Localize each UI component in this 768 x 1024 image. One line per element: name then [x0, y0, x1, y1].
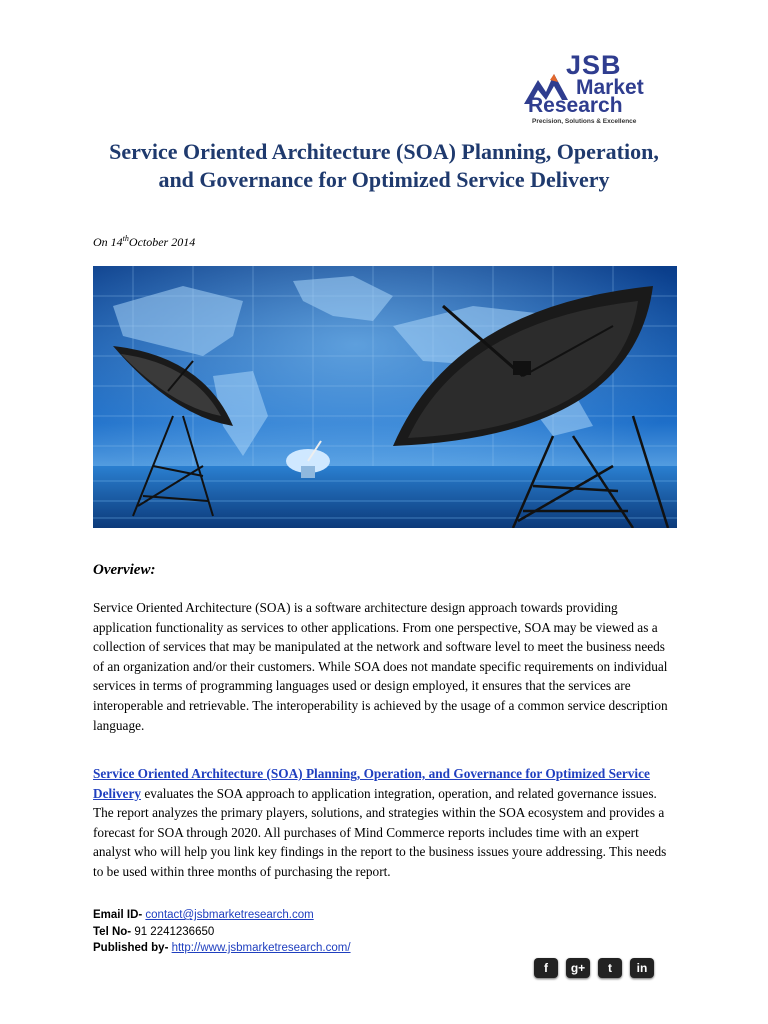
- email-label: Email ID-: [93, 909, 146, 921]
- email-link[interactable]: contact@jsbmarketresearch.com: [145, 909, 314, 921]
- twitter-icon[interactable]: t: [598, 958, 622, 978]
- report-title-link[interactable]: Service Oriented Architecture (SOA) Planning, Operation, and Governance for Optimized Service Delivery: [93, 766, 650, 801]
- contact-info: [93, 907, 351, 957]
- page-title: Service Oriented Architecture (SOA) Planning, Operation, and Governance for Optimized Service Delivery: [109, 139, 659, 192]
- date-suffix-th: th: [122, 234, 129, 243]
- published-label: Published by-: [93, 942, 172, 954]
- date-rest: October 2014: [128, 235, 196, 249]
- date-prefix: On 14: [93, 235, 123, 249]
- tel-row: [93, 924, 351, 941]
- logo-line2: Market: [576, 76, 644, 99]
- publish-date: [93, 234, 195, 250]
- tel-number: 91 2241236650: [134, 925, 215, 938]
- social-icons: [534, 958, 654, 978]
- email-row: [93, 907, 351, 924]
- report-paragraph-text: evaluates the SOA approach to application integration, operation, and related governance issues. The report analyzes the primary players, solutions, and strategies within the SOA ecosystem and provides a forecast for SOA through 2020. All purchases of Mind Commerce reports includes time with an expert analyst who will help you link key findings in the report to the business issues youre addressing. This needs to be used within three months of purchasing the report.: [93, 785, 667, 879]
- logo-line3: Research: [528, 94, 623, 117]
- tel-label: Tel No-: [93, 925, 135, 938]
- logo-tagline: Precision, Solutions & Excellence: [532, 118, 637, 125]
- google-plus-icon[interactable]: g+: [566, 958, 590, 978]
- jsb-logo: [522, 52, 672, 128]
- report-paragraph: [93, 764, 678, 882]
- overview-paragraph: Service Oriented Architecture (SOA) is a software architecture design approach towards providing application functionality as services to other applications. From one perspective, SOA may be viewed as a collection of services that may be manipulated at the network and software level to meet the business needs of an organization and/or their customers. While SOA does not mandate specific requirements on individual services in terms of programming languages used or design employed, it ensures that the services are interoperable and retrievable. The interoperability is achieved by the usage of a common service description language.: [93, 600, 668, 733]
- logo-line1: JSB: [566, 50, 622, 80]
- satellite-dish-image: [93, 266, 677, 528]
- published-row: [93, 940, 351, 957]
- overview-heading: Overview:: [93, 562, 156, 578]
- website-link[interactable]: http://www.jsbmarketresearch.com/: [171, 942, 351, 954]
- linkedin-icon[interactable]: in: [630, 958, 654, 978]
- facebook-icon[interactable]: f: [534, 958, 558, 978]
